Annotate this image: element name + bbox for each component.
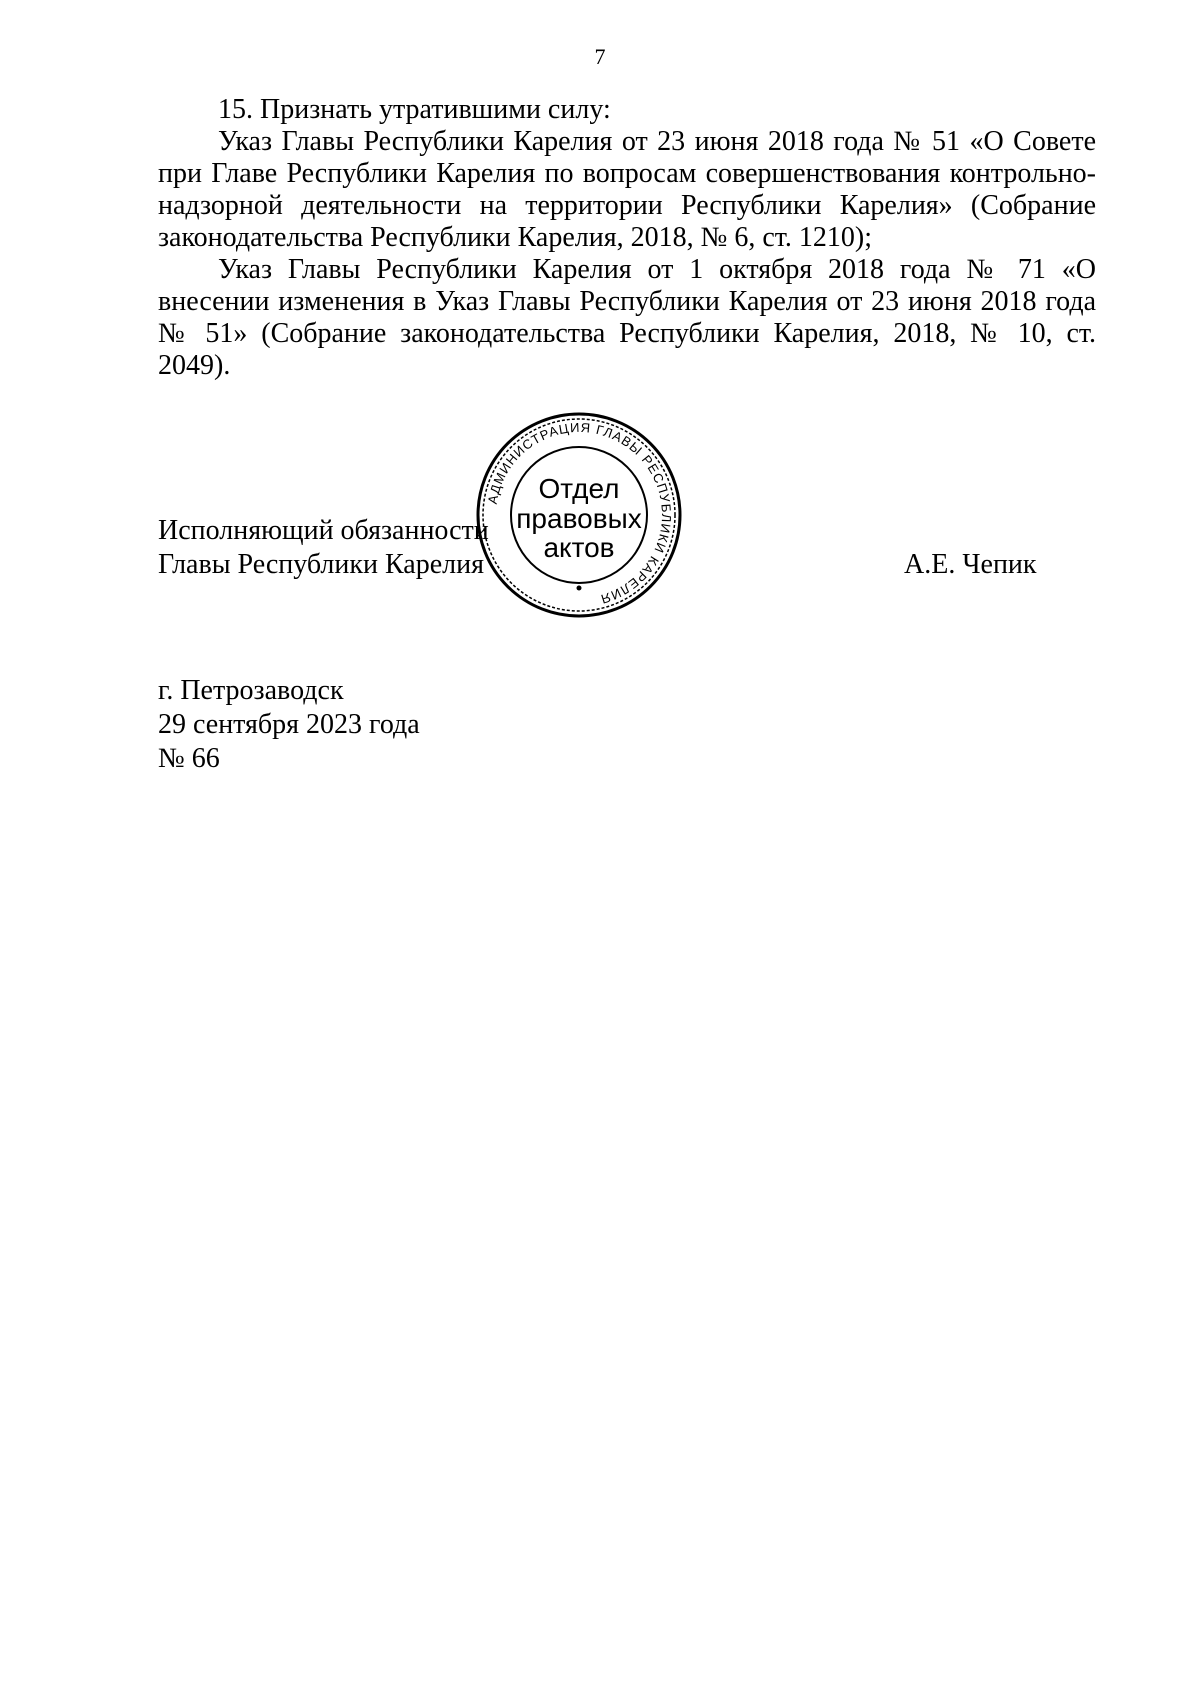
stamp-center-line2: правовых (516, 503, 642, 534)
paragraph-item-15: 15. Признать утратившими силу: (218, 94, 611, 125)
place-and-date (158, 674, 420, 776)
paragraph-decree-51: Указ Главы Республики Карелия от 23 июня 2018 года № 51 «О Совете при Главе Республики Карелия по вопросам совершенствования контрольно-надзорной деятельности на территории Республики Карелия» (Собрание законодательства Республики Карелия, 2018, № 6, ст. 1210); (158, 126, 1096, 253)
paragraph-decree-71: Указ Главы Республики Карелия от 1 октября 2018 года № 71 «О внесении изменения в Указ Главы Республики Карелия от 23 июня 2018 года № 51» (Собрание законодательства Республики Карелия, 2018, № 10, ст. 2049). (158, 254, 1096, 381)
stamp-center-line3: актов (543, 532, 615, 563)
stamp-dot (577, 586, 582, 591)
place: г. Петрозаводск (158, 675, 344, 706)
signatory-name: А.Е. Чепик (904, 549, 1037, 580)
date: 29 сентября 2023 года (158, 709, 420, 740)
official-stamp (474, 410, 684, 620)
document-body (158, 94, 1096, 382)
page-number: 7 (594, 44, 606, 69)
stamp-center-line1: Отдел (538, 473, 620, 504)
stamp-ring-text: АДМИНИСТРАЦИЯ ГЛАВЫ РЕСПУБЛИКИ КАРЕЛИЯ (484, 419, 675, 608)
document-number: № 66 (158, 743, 220, 774)
signatory-position (158, 514, 489, 582)
signatory-position-line1: Исполняющий обязанности (158, 515, 489, 546)
signatory-position-line2: Главы Республики Карелия (158, 549, 484, 580)
